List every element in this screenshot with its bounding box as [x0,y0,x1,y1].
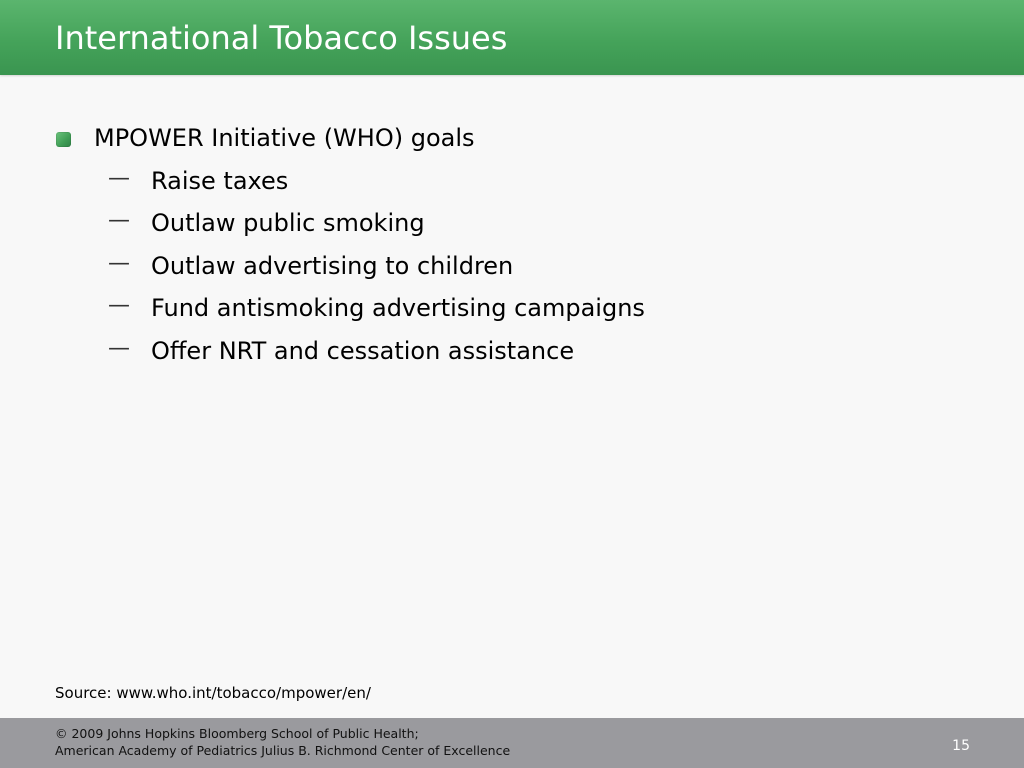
source-citation: Source: www.who.int/tobacco/mpower/en/ [55,684,371,702]
page-number: 15 [952,738,970,754]
sub-bullet-text: Outlaw advertising to children [151,252,514,280]
sub-bullet-text: Outlaw public smoking [151,209,425,237]
bullet-text: MPOWER Initiative (WHO) goals [94,124,475,152]
sub-bullet-text: Raise taxes [151,167,289,195]
footer-bar [0,718,1024,768]
affiliation-line: American Academy of Pediatrics Julius B. Richmond Center of Excellence [55,743,511,758]
sub-bullet-text: Offer NRT and cessation assistance [151,337,575,365]
slide-title: International Tobacco Issues [55,19,508,57]
dash-bullet-icon: — [108,251,130,276]
dash-bullet-icon: — [108,166,130,191]
dash-bullet-icon: — [108,336,130,361]
dash-bullet-icon: — [108,208,130,233]
square-bullet-icon [56,132,71,147]
copyright-line: © 2009 Johns Hopkins Bloomberg School of Public Health; [55,726,419,741]
title-bar [0,0,1024,75]
sub-bullet-text: Fund antismoking advertising campaigns [151,294,645,322]
dash-bullet-icon: — [108,293,130,318]
